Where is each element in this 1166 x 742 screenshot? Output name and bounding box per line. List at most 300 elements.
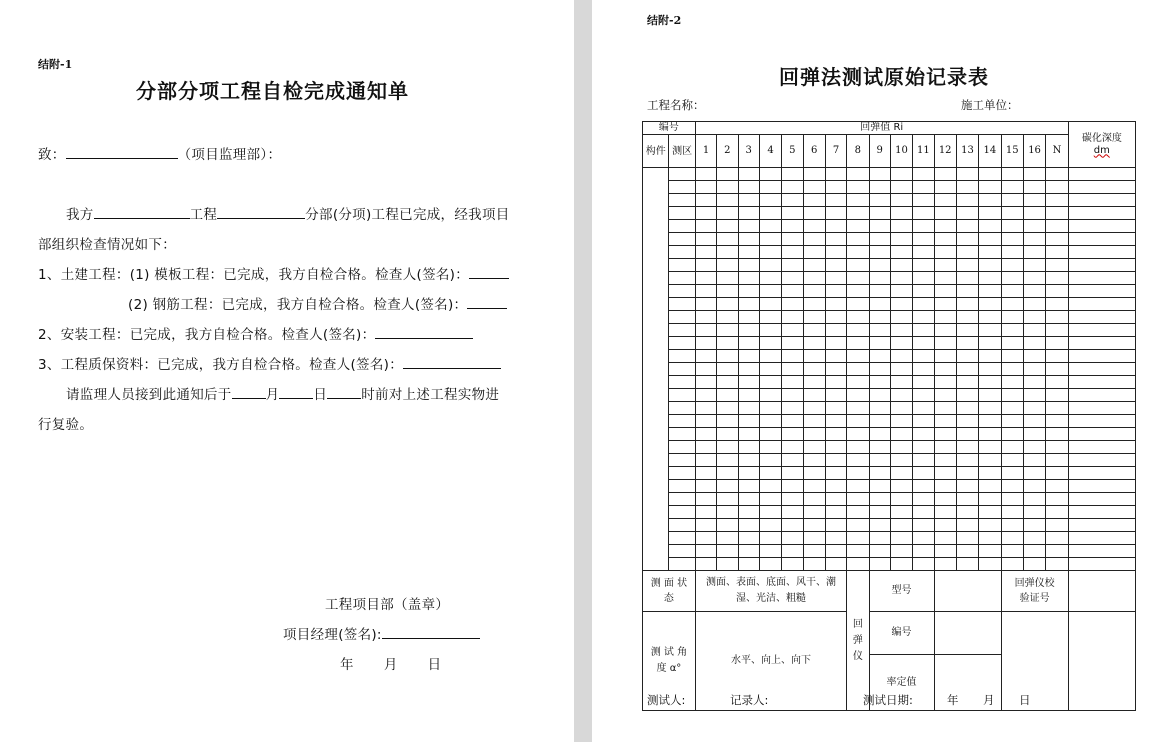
entry-cell[interactable]	[934, 207, 956, 220]
cert-value-cell[interactable]	[1001, 612, 1068, 711]
entry-cell[interactable]	[717, 311, 738, 324]
entry-cell[interactable]	[803, 337, 825, 350]
entry-cell[interactable]	[825, 532, 846, 545]
entry-cell[interactable]	[717, 519, 738, 532]
entry-cell[interactable]	[825, 220, 846, 233]
entry-cell[interactable]	[1023, 454, 1045, 467]
entry-cell[interactable]	[979, 454, 1001, 467]
entry-cell[interactable]	[956, 389, 978, 402]
entry-cell[interactable]	[979, 480, 1001, 493]
division-blank[interactable]	[217, 204, 305, 219]
entry-cell[interactable]	[695, 441, 716, 454]
entry-cell[interactable]	[869, 285, 890, 298]
entry-cell[interactable]	[890, 532, 912, 545]
entry-cell[interactable]	[1046, 363, 1068, 376]
entry-cell[interactable]	[717, 298, 738, 311]
entry-cell[interactable]	[1046, 467, 1068, 480]
entry-cell[interactable]	[890, 363, 912, 376]
entry-cell[interactable]	[934, 363, 956, 376]
entry-cell[interactable]	[803, 233, 825, 246]
entry-cell[interactable]	[956, 337, 978, 350]
entry-cell[interactable]	[847, 402, 869, 415]
entry-cell[interactable]	[803, 389, 825, 402]
day-blank[interactable]	[279, 384, 313, 399]
entry-cell[interactable]	[1023, 285, 1045, 298]
entry-cell[interactable]	[1068, 233, 1135, 246]
entry-cell[interactable]	[1001, 467, 1023, 480]
entry-cell[interactable]	[1046, 181, 1068, 194]
entry-cell[interactable]	[869, 311, 890, 324]
entry-cell[interactable]	[803, 558, 825, 571]
entry-cell[interactable]	[1001, 493, 1023, 506]
entry-cell[interactable]	[869, 220, 890, 233]
entry-cell[interactable]	[869, 532, 890, 545]
entry-cell[interactable]	[1023, 246, 1045, 259]
entry-cell[interactable]	[759, 415, 781, 428]
entry-cell[interactable]	[890, 558, 912, 571]
entry-cell[interactable]	[869, 376, 890, 389]
entry-cell[interactable]	[1023, 493, 1045, 506]
entry-cell[interactable]	[956, 402, 978, 415]
entry-cell[interactable]	[869, 441, 890, 454]
entry-cell[interactable]	[738, 181, 759, 194]
entry-cell[interactable]	[869, 324, 890, 337]
entry-cell[interactable]	[1023, 350, 1045, 363]
entry-cell[interactable]	[956, 454, 978, 467]
entry-cell[interactable]	[738, 480, 759, 493]
entry-cell[interactable]	[913, 480, 934, 493]
entry-cell[interactable]	[1001, 181, 1023, 194]
entry-cell[interactable]	[1001, 415, 1023, 428]
entry-cell[interactable]	[956, 493, 978, 506]
entry-cell[interactable]	[669, 558, 695, 571]
entry-cell[interactable]	[1023, 363, 1045, 376]
entry-cell[interactable]	[979, 259, 1001, 272]
entry-cell[interactable]	[890, 168, 912, 181]
entry-cell[interactable]	[738, 324, 759, 337]
entry-cell[interactable]	[825, 493, 846, 506]
entry-cell[interactable]	[759, 350, 781, 363]
entry-cell[interactable]	[890, 350, 912, 363]
entry-cell[interactable]	[913, 272, 934, 285]
entry-cell[interactable]	[695, 233, 716, 246]
entry-cell[interactable]	[1046, 454, 1068, 467]
entry-cell[interactable]	[759, 441, 781, 454]
entry-cell[interactable]	[759, 467, 781, 480]
entry-cell[interactable]	[890, 467, 912, 480]
entry-cell[interactable]	[803, 181, 825, 194]
entry-cell[interactable]	[934, 233, 956, 246]
entry-cell[interactable]	[825, 389, 846, 402]
entry-cell[interactable]	[890, 402, 912, 415]
entry-cell[interactable]	[890, 246, 912, 259]
entry-cell[interactable]	[669, 168, 695, 181]
entry-cell[interactable]	[759, 168, 781, 181]
entry-cell[interactable]	[669, 298, 695, 311]
entry-cell[interactable]	[913, 337, 934, 350]
entry-cell[interactable]	[847, 220, 869, 233]
entry-cell[interactable]	[979, 350, 1001, 363]
entry-cell[interactable]	[782, 233, 803, 246]
entry-cell[interactable]	[913, 389, 934, 402]
entry-cell[interactable]	[890, 428, 912, 441]
entry-cell[interactable]	[979, 324, 1001, 337]
entry-cell[interactable]	[759, 220, 781, 233]
entry-cell[interactable]	[934, 454, 956, 467]
entry-cell[interactable]	[782, 441, 803, 454]
entry-cell[interactable]	[1001, 220, 1023, 233]
entry-cell[interactable]	[890, 324, 912, 337]
entry-cell[interactable]	[803, 532, 825, 545]
entry-cell[interactable]	[669, 454, 695, 467]
entry-cell[interactable]	[782, 311, 803, 324]
entry-cell[interactable]	[890, 441, 912, 454]
entry-cell[interactable]	[1068, 363, 1135, 376]
entry-cell[interactable]	[759, 402, 781, 415]
entry-cell[interactable]	[1068, 259, 1135, 272]
entry-cell[interactable]	[782, 181, 803, 194]
entry-cell[interactable]	[847, 415, 869, 428]
entry-cell[interactable]	[1023, 337, 1045, 350]
entry-cell[interactable]	[890, 480, 912, 493]
entry-cell[interactable]	[669, 194, 695, 207]
entry-cell[interactable]	[979, 363, 1001, 376]
entry-cell[interactable]	[956, 545, 978, 558]
entry-cell[interactable]	[803, 168, 825, 181]
entry-cell[interactable]	[759, 207, 781, 220]
entry-cell[interactable]	[1001, 545, 1023, 558]
entry-cell[interactable]	[956, 441, 978, 454]
entry-cell[interactable]	[717, 233, 738, 246]
entry-cell[interactable]	[913, 246, 934, 259]
entry-cell[interactable]	[782, 519, 803, 532]
entry-cell[interactable]	[803, 467, 825, 480]
entry-cell[interactable]	[847, 441, 869, 454]
entry-cell[interactable]	[825, 363, 846, 376]
entry-cell[interactable]	[847, 207, 869, 220]
entry-cell[interactable]	[782, 220, 803, 233]
entry-cell[interactable]	[717, 558, 738, 571]
entry-cell[interactable]	[1046, 493, 1068, 506]
entry-cell[interactable]	[759, 545, 781, 558]
entry-cell[interactable]	[695, 194, 716, 207]
entry-cell[interactable]	[782, 376, 803, 389]
entry-cell[interactable]	[890, 337, 912, 350]
entry-cell[interactable]	[669, 532, 695, 545]
entry-cell[interactable]	[1068, 480, 1135, 493]
entry-cell[interactable]	[869, 415, 890, 428]
entry-cell[interactable]	[1001, 506, 1023, 519]
entry-cell[interactable]	[695, 350, 716, 363]
entry-cell[interactable]	[979, 506, 1001, 519]
entry-cell[interactable]	[1068, 441, 1135, 454]
entry-cell[interactable]	[913, 532, 934, 545]
entry-cell[interactable]	[1046, 272, 1068, 285]
entry-cell[interactable]	[979, 376, 1001, 389]
entry-cell[interactable]	[1001, 402, 1023, 415]
entry-cell[interactable]	[669, 207, 695, 220]
entry-cell[interactable]	[1023, 168, 1045, 181]
entry-cell[interactable]	[738, 428, 759, 441]
entry-cell[interactable]	[1046, 532, 1068, 545]
entry-cell[interactable]	[782, 259, 803, 272]
entry-cell[interactable]	[890, 545, 912, 558]
entry-cell[interactable]	[1068, 415, 1135, 428]
entry-cell[interactable]	[717, 337, 738, 350]
entry-cell[interactable]	[669, 324, 695, 337]
entry-cell[interactable]	[956, 480, 978, 493]
entry-cell[interactable]	[869, 233, 890, 246]
entry-cell[interactable]	[847, 350, 869, 363]
entry-cell[interactable]	[695, 415, 716, 428]
entry-cell[interactable]	[717, 389, 738, 402]
entry-cell[interactable]	[759, 246, 781, 259]
entry-cell[interactable]	[890, 389, 912, 402]
entry-cell[interactable]	[847, 454, 869, 467]
entry-cell[interactable]	[956, 519, 978, 532]
entry-cell[interactable]	[825, 402, 846, 415]
entry-cell[interactable]	[825, 285, 846, 298]
entry-cell[interactable]	[890, 311, 912, 324]
entry-cell[interactable]	[934, 194, 956, 207]
entry-cell[interactable]	[869, 519, 890, 532]
inspector-signature-blank[interactable]	[467, 294, 507, 309]
entry-cell[interactable]	[956, 376, 978, 389]
entry-cell[interactable]	[847, 480, 869, 493]
entry-cell[interactable]	[782, 389, 803, 402]
entry-cell[interactable]	[934, 441, 956, 454]
entry-cell[interactable]	[847, 467, 869, 480]
entry-cell[interactable]	[913, 233, 934, 246]
entry-cell[interactable]	[934, 324, 956, 337]
entry-cell[interactable]	[695, 168, 716, 181]
entry-cell[interactable]	[869, 506, 890, 519]
entry-cell[interactable]	[847, 337, 869, 350]
entry-cell[interactable]	[847, 558, 869, 571]
entry-cell[interactable]	[695, 207, 716, 220]
entry-cell[interactable]	[934, 415, 956, 428]
entry-cell[interactable]	[869, 402, 890, 415]
entry-cell[interactable]	[913, 350, 934, 363]
entry-cell[interactable]	[1001, 168, 1023, 181]
entry-cell[interactable]	[913, 298, 934, 311]
entry-cell[interactable]	[738, 467, 759, 480]
entry-cell[interactable]	[1068, 493, 1135, 506]
entry-cell[interactable]	[934, 168, 956, 181]
entry-cell[interactable]	[934, 506, 956, 519]
entry-cell[interactable]	[669, 441, 695, 454]
entry-cell[interactable]	[803, 285, 825, 298]
entry-cell[interactable]	[825, 350, 846, 363]
entry-cell[interactable]	[913, 493, 934, 506]
entry-cell[interactable]	[979, 467, 1001, 480]
entry-cell[interactable]	[825, 246, 846, 259]
entry-cell[interactable]	[979, 207, 1001, 220]
entry-cell[interactable]	[717, 454, 738, 467]
entry-cell[interactable]	[1001, 259, 1023, 272]
entry-cell[interactable]	[979, 272, 1001, 285]
entry-cell[interactable]	[759, 532, 781, 545]
entry-cell[interactable]	[869, 246, 890, 259]
entry-cell[interactable]	[803, 441, 825, 454]
entry-cell[interactable]	[847, 272, 869, 285]
inspector-signature-blank[interactable]	[403, 354, 501, 369]
entry-cell[interactable]	[979, 493, 1001, 506]
entry-cell[interactable]	[759, 519, 781, 532]
entry-cell[interactable]	[695, 519, 716, 532]
member-cell[interactable]	[643, 168, 669, 571]
entry-cell[interactable]	[738, 376, 759, 389]
entry-cell[interactable]	[913, 467, 934, 480]
entry-cell[interactable]	[934, 285, 956, 298]
entry-cell[interactable]	[738, 285, 759, 298]
entry-cell[interactable]	[1023, 480, 1045, 493]
entry-cell[interactable]	[890, 493, 912, 506]
entry-cell[interactable]	[717, 246, 738, 259]
entry-cell[interactable]	[1023, 519, 1045, 532]
entry-cell[interactable]	[1068, 389, 1135, 402]
entry-cell[interactable]	[738, 207, 759, 220]
entry-cell[interactable]	[1068, 558, 1135, 571]
entry-cell[interactable]	[913, 259, 934, 272]
entry-cell[interactable]	[1068, 467, 1135, 480]
entry-cell[interactable]	[934, 389, 956, 402]
entry-cell[interactable]	[717, 181, 738, 194]
entry-cell[interactable]	[669, 220, 695, 233]
entry-cell[interactable]	[934, 272, 956, 285]
entry-cell[interactable]	[979, 545, 1001, 558]
calibration-cert-value[interactable]	[1068, 571, 1135, 612]
entry-cell[interactable]	[869, 493, 890, 506]
entry-cell[interactable]	[782, 454, 803, 467]
entry-cell[interactable]	[782, 428, 803, 441]
entry-cell[interactable]	[825, 194, 846, 207]
serial-value[interactable]	[934, 612, 1001, 655]
entry-cell[interactable]	[1068, 220, 1135, 233]
entry-cell[interactable]	[1046, 402, 1068, 415]
entry-cell[interactable]	[934, 532, 956, 545]
entry-cell[interactable]	[738, 363, 759, 376]
entry-cell[interactable]	[1023, 441, 1045, 454]
entry-cell[interactable]	[1001, 233, 1023, 246]
entry-cell[interactable]	[738, 532, 759, 545]
entry-cell[interactable]	[738, 558, 759, 571]
entry-cell[interactable]	[913, 402, 934, 415]
entry-cell[interactable]	[738, 402, 759, 415]
entry-cell[interactable]	[825, 376, 846, 389]
entry-cell[interactable]	[759, 389, 781, 402]
entry-cell[interactable]	[1023, 272, 1045, 285]
entry-cell[interactable]	[934, 480, 956, 493]
entry-cell[interactable]	[1046, 545, 1068, 558]
entry-cell[interactable]	[803, 402, 825, 415]
entry-cell[interactable]	[890, 259, 912, 272]
inspector-signature-blank[interactable]	[375, 324, 473, 339]
entry-cell[interactable]	[825, 441, 846, 454]
entry-cell[interactable]	[803, 259, 825, 272]
entry-cell[interactable]	[782, 246, 803, 259]
entry-cell[interactable]	[759, 272, 781, 285]
entry-cell[interactable]	[695, 363, 716, 376]
entry-cell[interactable]	[847, 519, 869, 532]
entry-cell[interactable]	[738, 194, 759, 207]
entry-cell[interactable]	[1068, 311, 1135, 324]
entry-cell[interactable]	[934, 545, 956, 558]
entry-cell[interactable]	[803, 376, 825, 389]
entry-cell[interactable]	[1001, 558, 1023, 571]
inspector-signature-blank[interactable]	[469, 264, 509, 279]
entry-cell[interactable]	[869, 337, 890, 350]
entry-cell[interactable]	[847, 324, 869, 337]
entry-cell[interactable]	[825, 428, 846, 441]
entry-cell[interactable]	[759, 506, 781, 519]
entry-cell[interactable]	[1046, 194, 1068, 207]
entry-cell[interactable]	[1023, 259, 1045, 272]
entry-cell[interactable]	[782, 415, 803, 428]
entry-cell[interactable]	[669, 233, 695, 246]
entry-cell[interactable]	[1001, 480, 1023, 493]
entry-cell[interactable]	[717, 285, 738, 298]
entry-cell[interactable]	[956, 467, 978, 480]
entry-cell[interactable]	[1068, 285, 1135, 298]
entry-cell[interactable]	[669, 285, 695, 298]
entry-cell[interactable]	[695, 532, 716, 545]
entry-cell[interactable]	[782, 506, 803, 519]
entry-cell[interactable]	[717, 324, 738, 337]
entry-cell[interactable]	[782, 337, 803, 350]
entry-cell[interactable]	[1001, 389, 1023, 402]
entry-cell[interactable]	[913, 454, 934, 467]
entry-cell[interactable]	[825, 259, 846, 272]
entry-cell[interactable]	[759, 558, 781, 571]
entry-cell[interactable]	[669, 480, 695, 493]
entry-cell[interactable]	[979, 246, 1001, 259]
entry-cell[interactable]	[847, 532, 869, 545]
entry-cell[interactable]	[1023, 207, 1045, 220]
entry-cell[interactable]	[1068, 168, 1135, 181]
entry-cell[interactable]	[934, 337, 956, 350]
entry-cell[interactable]	[1001, 311, 1023, 324]
entry-cell[interactable]	[1001, 350, 1023, 363]
entry-cell[interactable]	[1023, 558, 1045, 571]
entry-cell[interactable]	[669, 402, 695, 415]
entry-cell[interactable]	[913, 207, 934, 220]
entry-cell[interactable]	[913, 545, 934, 558]
entry-cell[interactable]	[1046, 246, 1068, 259]
entry-cell[interactable]	[782, 532, 803, 545]
entry-cell[interactable]	[934, 467, 956, 480]
entry-cell[interactable]	[803, 428, 825, 441]
entry-cell[interactable]	[1001, 519, 1023, 532]
entry-cell[interactable]	[1068, 324, 1135, 337]
entry-cell[interactable]	[759, 493, 781, 506]
entry-cell[interactable]	[934, 246, 956, 259]
entry-cell[interactable]	[1023, 220, 1045, 233]
hour-blank[interactable]	[327, 384, 361, 399]
entry-cell[interactable]	[890, 376, 912, 389]
entry-cell[interactable]	[803, 194, 825, 207]
entry-cell[interactable]	[979, 441, 1001, 454]
entry-cell[interactable]	[803, 272, 825, 285]
entry-cell[interactable]	[695, 506, 716, 519]
entry-cell[interactable]	[695, 259, 716, 272]
entry-cell[interactable]	[825, 415, 846, 428]
entry-cell[interactable]	[782, 363, 803, 376]
entry-cell[interactable]	[890, 415, 912, 428]
entry-cell[interactable]	[695, 220, 716, 233]
entry-cell[interactable]	[979, 532, 1001, 545]
entry-cell[interactable]	[1046, 233, 1068, 246]
